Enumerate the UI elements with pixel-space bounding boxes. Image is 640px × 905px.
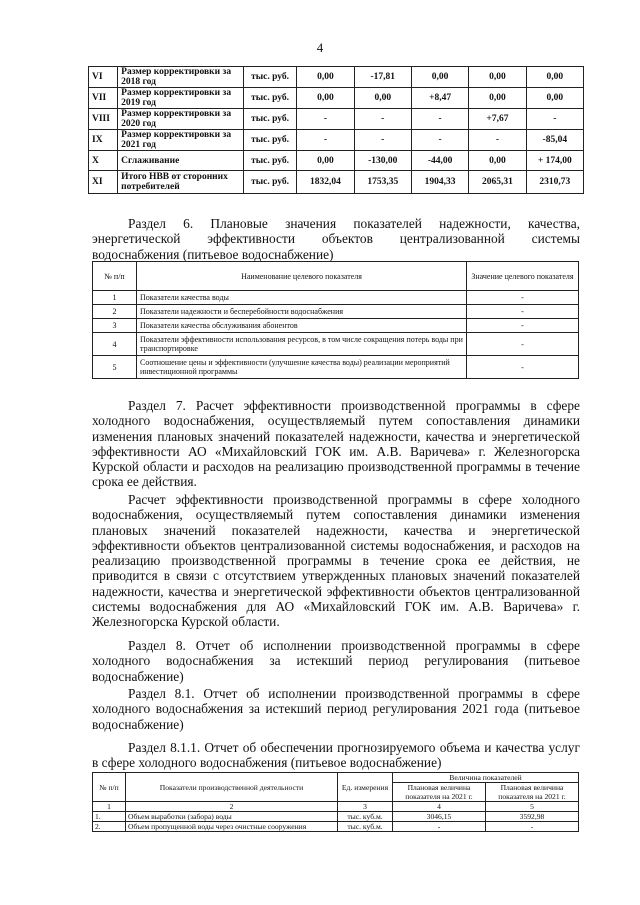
table-row	[89, 171, 584, 194]
table-cell: Объем пропущенной воды через очистные сооружения	[126, 822, 338, 832]
table-cell: -44,00	[411, 151, 468, 171]
table-cell: 0,00	[469, 88, 526, 109]
table-cell: Размер корректировки за 2019 год	[118, 88, 244, 109]
table-cell: -85,04	[526, 130, 583, 151]
table-cell: 1753,35	[354, 171, 411, 194]
table-cell: -	[526, 109, 583, 130]
table-cell: Итого НВВ от сторонних потребителей	[118, 171, 244, 194]
table-header-name: Показатели производственной деятельности	[126, 773, 338, 802]
table-cell: тыс. руб.	[243, 88, 296, 109]
table-cell: 4	[93, 333, 137, 356]
table-row	[89, 67, 584, 88]
table-cell: 0,00	[469, 151, 526, 171]
table-cell: -	[411, 109, 468, 130]
table-cell: Показатели качества воды	[137, 291, 467, 305]
table-cell: 3	[93, 319, 137, 333]
table-header-num: № п/п	[93, 262, 137, 291]
table-cell: -	[411, 130, 468, 151]
table-cell: -	[393, 822, 486, 832]
table-cell: 5	[93, 356, 137, 379]
section-8-1-1-heading: Раздел 8.1.1. Отчет об обеспечении прогнозируемого объема и качества услуг в сфере холодного водоснабжения (питьевое водоснабжение)	[92, 740, 580, 771]
table-cell: 0,00	[297, 151, 354, 171]
table-cell: 5	[486, 802, 579, 812]
table-header-num: № п/п	[93, 773, 126, 802]
table-cell: Размер корректировки за 2018 год	[118, 67, 244, 88]
table-header-unit: Ед. измерения	[338, 773, 393, 802]
table-row	[89, 151, 584, 171]
table-cell: 2065,31	[469, 171, 526, 194]
table-cell: -	[486, 822, 579, 832]
table-cell: X	[89, 151, 118, 171]
table-row	[89, 88, 584, 109]
table-cell: -	[297, 109, 354, 130]
table-cell: -17,81	[354, 67, 411, 88]
table-cell: тыс. руб.	[243, 67, 296, 88]
table-header-value: Значение целевого показателя	[467, 262, 579, 291]
table-cell: Размер корректировки за 2021 год	[118, 130, 244, 151]
table-header-col5: Плановая величина показателя на 2021 г.	[486, 783, 579, 802]
table-cell: Показатели надежности и бесперебойности водоснабжения	[137, 305, 467, 319]
table-cell: -	[467, 291, 579, 305]
production-indicators-table	[92, 772, 579, 832]
table-cell: IX	[89, 130, 118, 151]
section-8-heading: Раздел 8. Отчет об исполнении производственной программы в сфере холодного водоснабжения за истекший период регулирования (питьевое водоснабжение)	[92, 638, 580, 684]
table-cell: Показатели эффективности использования ресурсов, в том числе сокращения потерь воды при транспортировке	[137, 333, 467, 356]
table-header-name: Наименование целевого показателя	[137, 262, 467, 291]
table-cell: Размер корректировки за 2020 год	[118, 109, 244, 130]
table-cell: тыс. куб.м.	[338, 822, 393, 832]
table-cell: 0,00	[297, 67, 354, 88]
table-cell: -130,00	[354, 151, 411, 171]
table-row	[89, 109, 584, 130]
table-cell: 0,00	[354, 88, 411, 109]
table-cell: -	[469, 130, 526, 151]
table-cell: VI	[89, 67, 118, 88]
table-cell: 1	[93, 291, 137, 305]
table-cell: VIII	[89, 109, 118, 130]
table-cell: тыс. руб.	[243, 151, 296, 171]
table-cell: -	[354, 109, 411, 130]
table-cell: тыс. руб.	[243, 130, 296, 151]
table-cell: тыс. руб.	[243, 171, 296, 194]
table-cell: -	[467, 356, 579, 379]
table-cell: Объем выработки (забора) воды	[126, 812, 338, 822]
table-cell: 4	[393, 802, 486, 812]
table-cell: -	[354, 130, 411, 151]
table-cell: 0,00	[526, 67, 583, 88]
table-cell: тыс. куб.м.	[338, 812, 393, 822]
table-cell: 1832,04	[297, 171, 354, 194]
table-cell: 2310,73	[526, 171, 583, 194]
nvv-correction-table	[88, 66, 584, 194]
table-cell: VII	[89, 88, 118, 109]
table-cell: Сглаживание	[118, 151, 244, 171]
section-6-heading: Раздел 6. Плановые значения показателей надежности, качества, энергетической эффективности объектов централизованной системы водоснабжения (питьевое водоснабжение)	[92, 216, 580, 262]
table-cell: 0,00	[297, 88, 354, 109]
table-cell: +7,67	[469, 109, 526, 130]
table-cell: +8,47	[411, 88, 468, 109]
section-8-1-heading: Раздел 8.1. Отчет об исполнении производственной программы в сфере холодного водоснабжения за истекший период регулирования 2021 года (питьевое водоснабжение)	[92, 686, 580, 732]
table-header-col4: Плановая величина показателя на 2021 г.	[393, 783, 486, 802]
table-cell: 2	[126, 802, 338, 812]
table-cell: + 174,00	[526, 151, 583, 171]
table-cell: -	[297, 130, 354, 151]
section-7-paragraph-2: Расчет эффективности производственной программы в сфере холодного водоснабжения, осуществляемый путем сопоставления динамики изменения плановых значений показателей надежности, качества и энергетической эффективности объектов централизованной системы водоснабжения, и расходов на реализацию производственной программы в течение срока ее действия, не приводится в связи с отсутствием утвержденных плановых значений показателей надежности, качества и энергетической эффективности объектов централизованной системы водоснабжения для АО «Михайловский ГОК им. А.В. Варичева» г. Железногорска Курской области.	[92, 492, 580, 630]
table-cell: Соотношение цены и эффективности (улучшение качества воды) реализации мероприятий инвестиционной программы	[137, 356, 467, 379]
table-cell: XI	[89, 171, 118, 194]
table-cell: -	[467, 319, 579, 333]
table-cell: -	[467, 333, 579, 356]
table-row	[89, 130, 584, 151]
table-cell: 3592,98	[486, 812, 579, 822]
table-cell: 3046,15	[393, 812, 486, 822]
section-7-paragraph: Раздел 7. Расчет эффективности производственной программы в сфере холодного водоснабжения, осуществляемый путем сопоставления динамики изменения плановых значений показателей надежности, качества и энергетической эффективности АО «Михайловский ГОК им. А.В. Варичева» г. Железногорска Курской области и расходов на реализацию производственной программы в течение срока ее действия.	[92, 398, 580, 490]
table-cell: 1.	[93, 812, 126, 822]
table-cell: 0,00	[469, 67, 526, 88]
target-indicators-table	[92, 261, 579, 379]
table-cell: 3	[338, 802, 393, 812]
table-cell: -	[467, 305, 579, 319]
table-header-group: Величина показателей	[393, 773, 579, 783]
table-cell: Показатели качества обслуживания абонентов	[137, 319, 467, 333]
page-number: 4	[316, 40, 324, 55]
table-cell: 1	[93, 802, 126, 812]
table-cell: 0,00	[411, 67, 468, 88]
table-cell: 2.	[93, 822, 126, 832]
table-cell: 1904,33	[411, 171, 468, 194]
table-cell: тыс. руб.	[243, 109, 296, 130]
table-cell: 2	[93, 305, 137, 319]
table-cell: 0,00	[526, 88, 583, 109]
